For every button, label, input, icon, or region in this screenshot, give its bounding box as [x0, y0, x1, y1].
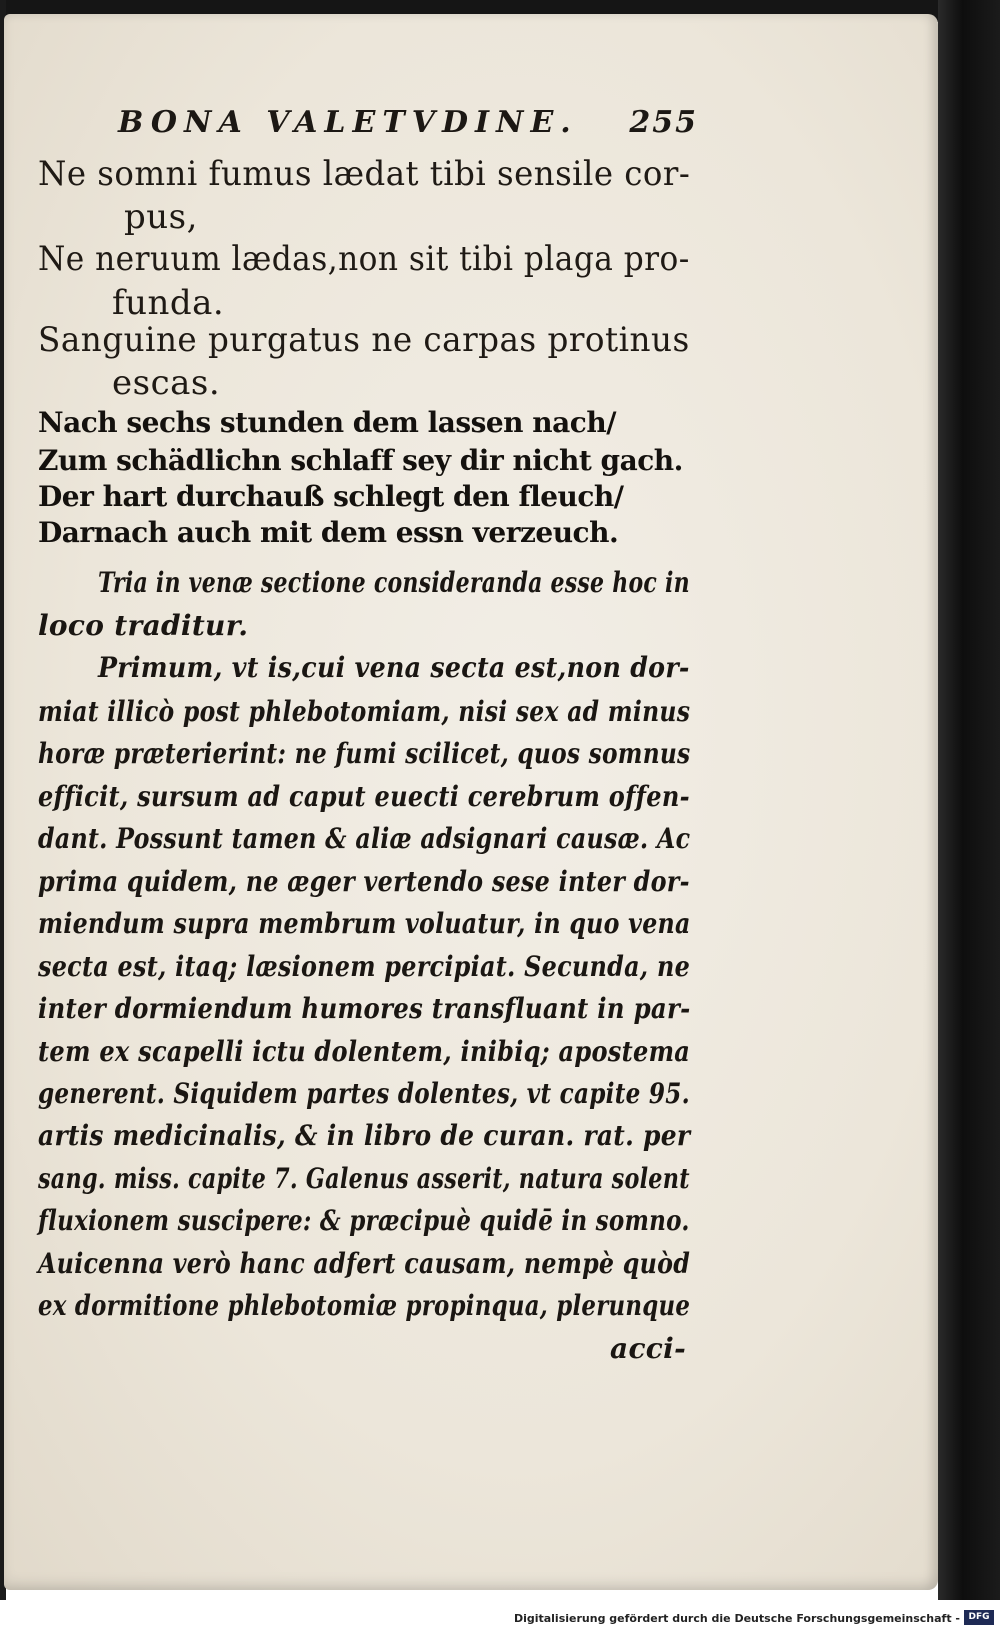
verse-german-line: Der hart durchauß schlegt den fleuch/ — [38, 480, 624, 513]
verse-latin-line-part: Ne neruum lædas,non sit tibi plaga pro- — [38, 239, 690, 279]
funding-credit: Digitalisierung gefördert durch die Deutsche Forschungsgemeinschaft - — [513, 1612, 960, 1625]
dfg-logo: DFG — [964, 1610, 994, 1625]
commentary-line: secta est, itaq; læsionem percipiat. Secunda, ne — [38, 950, 691, 983]
scan-right-edge — [938, 0, 1000, 1600]
verse-latin-line: Ne somni fumus lædat tibi sensile cor- — [38, 154, 691, 194]
commentary-line: Auicenna verò hanc adfert causam, nempè quòd — [38, 1247, 691, 1280]
commentary-line: artis medicinalis, & in libro de curan. rat. per — [38, 1119, 691, 1152]
commentary-line: miat illicò post phlebotomiam, nisi sex ad minus — [38, 695, 691, 728]
commentary-line: generent. Siquidem partes dolentes, vt capite 95. — [38, 1077, 690, 1110]
footer-bar — [0, 1600, 1000, 1633]
verse-latin-line — [38, 239, 690, 279]
commentary-line: sang. miss. capite 7. Galenus asserit, natura solent — [38, 1162, 690, 1195]
verse-latin-line: pus, — [124, 197, 198, 237]
commentary-line: fluxionem suscipere: & præcipuè quidē in somno. — [38, 1204, 690, 1237]
commentary-heading-line: Tria in venæ sectione consideranda esse hoc in — [98, 566, 690, 599]
running-head: BONA VALETVDINE. — [118, 105, 578, 140]
verse-german-line: Nach sechs stunden dem lassen nach/ — [38, 406, 616, 439]
commentary-line: ex dormitione phlebotomiæ propinqua, plerunque — [38, 1289, 691, 1322]
commentary-heading-line: loco traditur. — [38, 609, 249, 642]
catchword: acci- — [610, 1332, 686, 1365]
commentary-line: Primum, vt is,cui vena secta est,non dor- — [98, 651, 690, 684]
commentary-line: dant. Possunt tamen & aliæ adsignari causæ. Ac — [38, 822, 691, 855]
commentary-line: efficit, sursum ad caput euecti cerebrum offen- — [38, 780, 690, 813]
commentary-line: miendum supra membrum voluatur, in quo vena — [38, 907, 691, 940]
verse-german-line: Darnach auch mit dem essn verzeuch. — [38, 516, 619, 549]
page-header — [118, 105, 698, 145]
commentary-line: tem ex scapelli ictu dolentem, inibiq; apostema — [38, 1035, 691, 1068]
commentary-line: inter dormiendum humores transfluant in par- — [38, 992, 691, 1025]
verse-german-line: Zum schädlichn schlaff sey dir nicht gach. — [38, 444, 683, 477]
verse-latin-line: escas. — [112, 363, 221, 403]
verse-latin-line: funda. — [112, 283, 225, 323]
commentary-line: prima quidem, ne æger vertendo sese inter dor- — [38, 865, 690, 898]
commentary-line: horæ præterierint: ne fumi scilicet, quos somnus — [38, 737, 691, 770]
verse-latin-line: Sanguine purgatus ne carpas protinus — [38, 320, 690, 360]
page-number: 255 — [629, 105, 698, 140]
